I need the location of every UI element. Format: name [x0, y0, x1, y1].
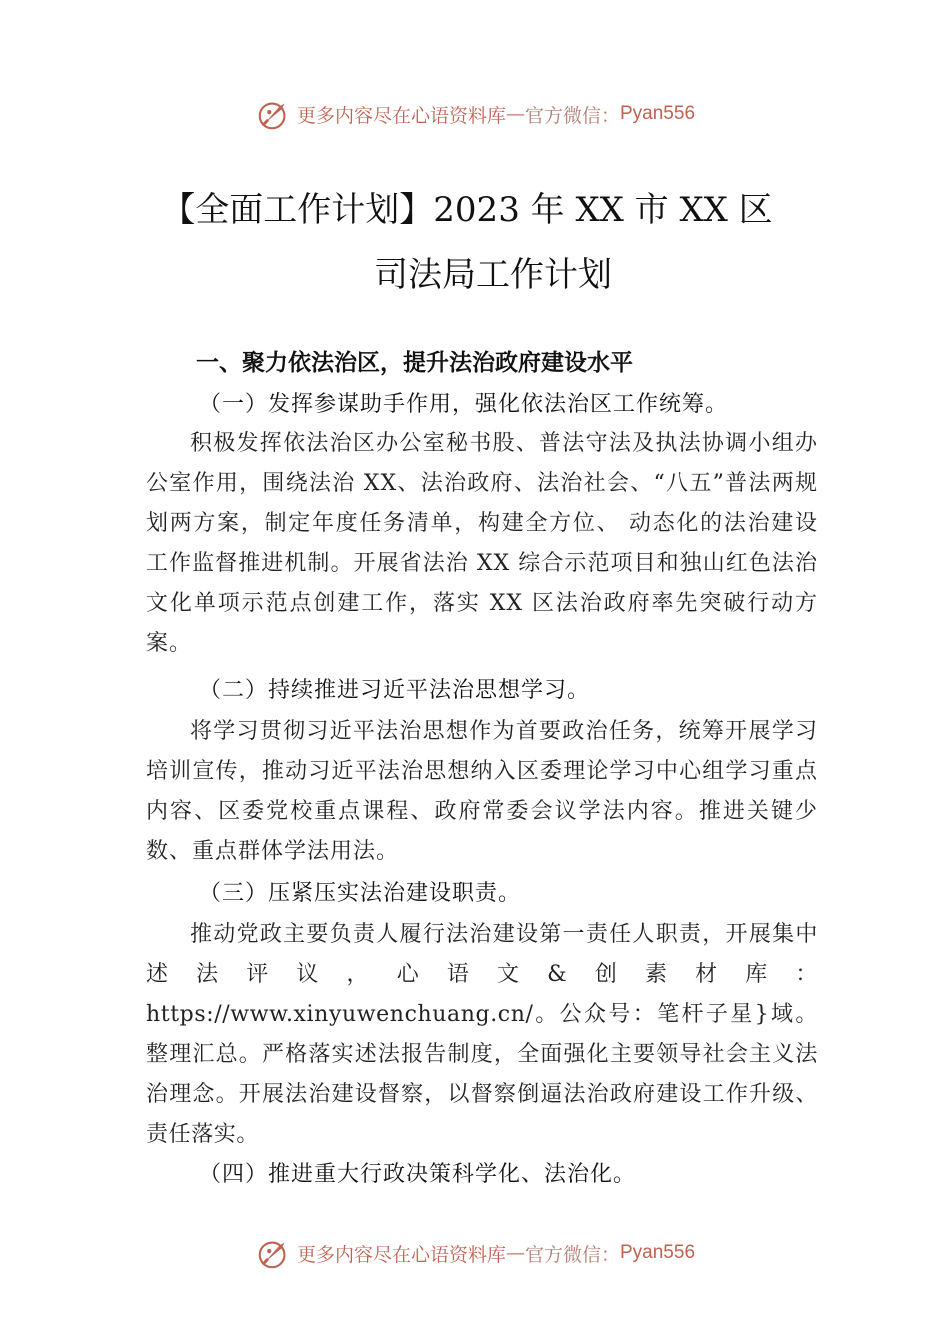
document-title-line-2: 司法局工作计划 — [374, 255, 612, 295]
watermark-banner-bottom — [0, 1233, 950, 1273]
watermark-wechat-label: 官方微信： — [524, 1244, 620, 1266]
paragraph-3: 推动党政主要负责人履行法治建设第一责任人职责，开展集中述法评议，心语文&创素材库：https://www.xinyuwenchuang.cn/。公众号：笔杆子星}域。整理汇总。严格落实述法报告制度，全面强化主要领导社会主义法治理念。开展法治建设督察，以督察倒逼法治政府建设工作升级、责任落实。 — [146, 922, 818, 1147]
watermark-wechat-label: 官方微信： — [524, 105, 620, 127]
watermark-separator: — — [505, 103, 525, 125]
subsection-heading-4: （四）推进重大行政决策科学化、法治化。 — [199, 1162, 637, 1187]
document-title-line-1: 【全面工作计划】2023 年 XX 市 XX 区 — [161, 190, 773, 230]
brush-pen-logo-icon — [255, 95, 293, 133]
subsection-heading-3: （三）压紧压实法治建设职责。 — [199, 881, 522, 906]
section-heading: 一、聚力依法治区，提升法治政府建设水平 — [196, 350, 633, 376]
watermark-banner-top — [0, 94, 950, 134]
paragraph-2: 将学习贯彻习近平法治思想作为首要政治任务，统筹开展学习培训宣传，推动习近平法治思想纳入区委理论学习中心组学习重点内容、区委党校重点课程、政府常委会议学法内容。推进关键少数、重点群体学法用法。 — [146, 719, 818, 864]
watermark-brand: 更多内容尽在心语资料库 — [296, 104, 506, 127]
subsection-heading-2: （二）持续推进习近平法治思想学习。 — [199, 678, 591, 703]
watermark-brand: 更多内容尽在心语资料库 — [296, 1243, 506, 1266]
paragraph-1: 积极发挥依法治区办公室秘书股、普法守法及执法协调小组办公室作用，围绕法治 XX、法治政府、法治社会、“八五”普法两规划两方案，制定年度任务清单，构建全方位、 动态化的法治建设工作监督推进机制。开展省法治 XX 综合示范项目和独山红色法治文化单项示范点创建工作，落实 XX 区法治政府率先突破行动方案。 — [146, 431, 818, 656]
subsection-heading-1: （一）发挥参谋助手作用，强化依法治区工作统筹。 — [199, 392, 729, 417]
watermark-wechat-id: Pyan556 — [620, 103, 696, 124]
brush-pen-logo-icon — [255, 1234, 293, 1272]
watermark-separator: — — [505, 1242, 525, 1264]
watermark-wechat-id: Pyan556 — [620, 1242, 696, 1263]
